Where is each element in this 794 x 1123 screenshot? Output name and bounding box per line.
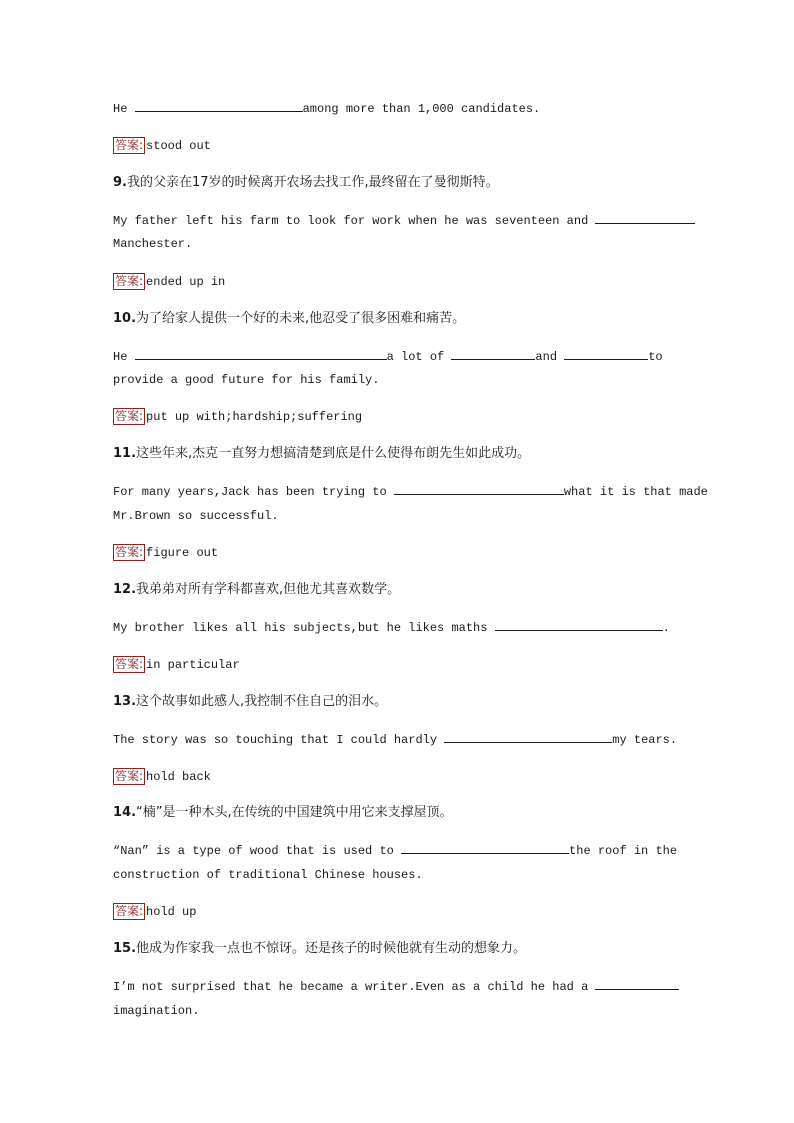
q11-answer xyxy=(113,544,218,562)
q9-english-line2: Manchester. xyxy=(113,237,193,251)
q10-text-a: He xyxy=(113,350,135,364)
q10-text-b: a lot of xyxy=(386,350,452,364)
q10-answer xyxy=(113,408,362,426)
q10-blank-3[interactable] xyxy=(564,346,648,360)
q10-number: 10. xyxy=(113,311,137,326)
q14-number: 14. xyxy=(113,805,137,820)
q11-english-line2: Mr.Brown so successful. xyxy=(113,509,279,523)
q10-chinese-text: 为了给家人提供一个好的未来,他忍受了很多困难和痛苦。 xyxy=(136,311,466,326)
q11-chinese-text: 这些年来,杰克一直努力想搞清楚到底是什么使得布朗先生如此成功。 xyxy=(136,446,531,461)
q11-chinese-prompt xyxy=(113,444,530,464)
answer-label: 答案: xyxy=(115,904,144,918)
q9-answer xyxy=(113,273,225,291)
q12-answer xyxy=(113,656,240,674)
q8-english-sentence xyxy=(113,97,540,121)
q10-chinese-prompt xyxy=(113,309,465,329)
answer-label: 答案: xyxy=(115,545,144,559)
q11-text-a: For many years,Jack has been trying to xyxy=(113,485,394,499)
q9-chinese-text: 我的父亲在17岁的时候离开农场去找工作,最终留在了曼彻斯特。 xyxy=(126,175,499,190)
q11-number: 11. xyxy=(113,446,137,461)
q15-text-line1: I’m not surprised that he became a writer.Even as a child he had a xyxy=(113,980,596,994)
answer-label: 答案: xyxy=(115,409,144,423)
answer-label: 答案: xyxy=(115,769,144,783)
q15-english-line1 xyxy=(113,975,679,999)
q14-answer xyxy=(113,903,196,921)
q15-blank[interactable] xyxy=(595,976,679,990)
q10-text-d: to xyxy=(648,350,663,364)
q13-text-b: my tears. xyxy=(612,733,678,747)
q12-english-sentence xyxy=(113,616,670,640)
q8-blank[interactable] xyxy=(135,98,303,112)
q13-text-a: The story was so touching that I could hardly xyxy=(113,733,445,747)
q8-text-before: He xyxy=(113,102,135,116)
q14-english-line1 xyxy=(113,839,677,863)
q15-english-line2: imagination. xyxy=(113,1004,200,1018)
q10-blank-2[interactable] xyxy=(451,346,535,360)
q14-chinese-prompt xyxy=(113,803,453,823)
q8-answer-text: stood out xyxy=(146,139,211,153)
q12-chinese-prompt xyxy=(113,580,400,600)
q10-blank-1[interactable] xyxy=(135,346,387,360)
q13-english-sentence xyxy=(113,728,677,752)
q10-english-line1 xyxy=(113,345,663,369)
q15-chinese-prompt xyxy=(113,939,526,959)
q14-chinese-text: “楠”是一种木头,在传统的中国建筑中用它来支撑屋顶。 xyxy=(136,805,453,820)
q12-text-b: . xyxy=(662,621,670,635)
q12-answer-text: in particular xyxy=(146,658,240,672)
q14-blank[interactable] xyxy=(401,840,569,854)
q14-text-a: “Nan” is a type of wood that is used to xyxy=(113,844,402,858)
q13-chinese-prompt xyxy=(113,692,387,712)
answer-label: 答案: xyxy=(115,274,144,288)
answer-label: 答案: xyxy=(115,657,144,671)
q9-number: 9. xyxy=(113,175,127,190)
q11-answer-text: figure out xyxy=(146,546,219,560)
q15-number: 15. xyxy=(113,941,137,956)
q14-text-b: the roof in the xyxy=(569,844,678,858)
q13-number: 13. xyxy=(113,694,137,709)
q12-blank[interactable] xyxy=(495,617,663,631)
q10-answer-text: put up with;hardship;suffering xyxy=(146,410,363,424)
q13-blank[interactable] xyxy=(444,729,612,743)
q13-answer xyxy=(113,768,211,786)
q9-chinese-prompt xyxy=(113,173,499,193)
q11-blank[interactable] xyxy=(394,481,564,495)
q9-answer-text: ended up in xyxy=(146,275,226,289)
q8-text-after: among more than 1,000 candidates. xyxy=(302,102,541,116)
q14-english-line2: construction of traditional Chinese houses. xyxy=(113,868,423,882)
q12-chinese-text: 我弟弟对所有学科都喜欢,但他尤其喜欢数学。 xyxy=(136,582,401,597)
q10-english-line2: provide a good future for his family. xyxy=(113,373,380,387)
q8-answer xyxy=(113,137,211,155)
q10-text-c: and xyxy=(535,350,565,364)
q13-answer-text: hold back xyxy=(146,770,211,784)
q12-number: 12. xyxy=(113,582,137,597)
q11-text-b: what it is that made xyxy=(563,485,708,499)
q12-text-a: My brother likes all his subjects,but he likes maths xyxy=(113,621,495,635)
q9-blank[interactable] xyxy=(595,210,695,224)
answer-label: 答案: xyxy=(115,138,144,152)
q11-english-line1 xyxy=(113,480,708,504)
q15-chinese-text: 他成为作家我一点也不惊讶。还是孩子的时候他就有生动的想象力。 xyxy=(136,941,527,956)
q13-chinese-text: 这个故事如此感人,我控制不住自己的泪水。 xyxy=(136,694,388,709)
q14-answer-text: hold up xyxy=(146,905,197,919)
q9-english-line1 xyxy=(113,209,695,233)
q9-text-line1: My father left his farm to look for work when he was seventeen and xyxy=(113,214,596,228)
